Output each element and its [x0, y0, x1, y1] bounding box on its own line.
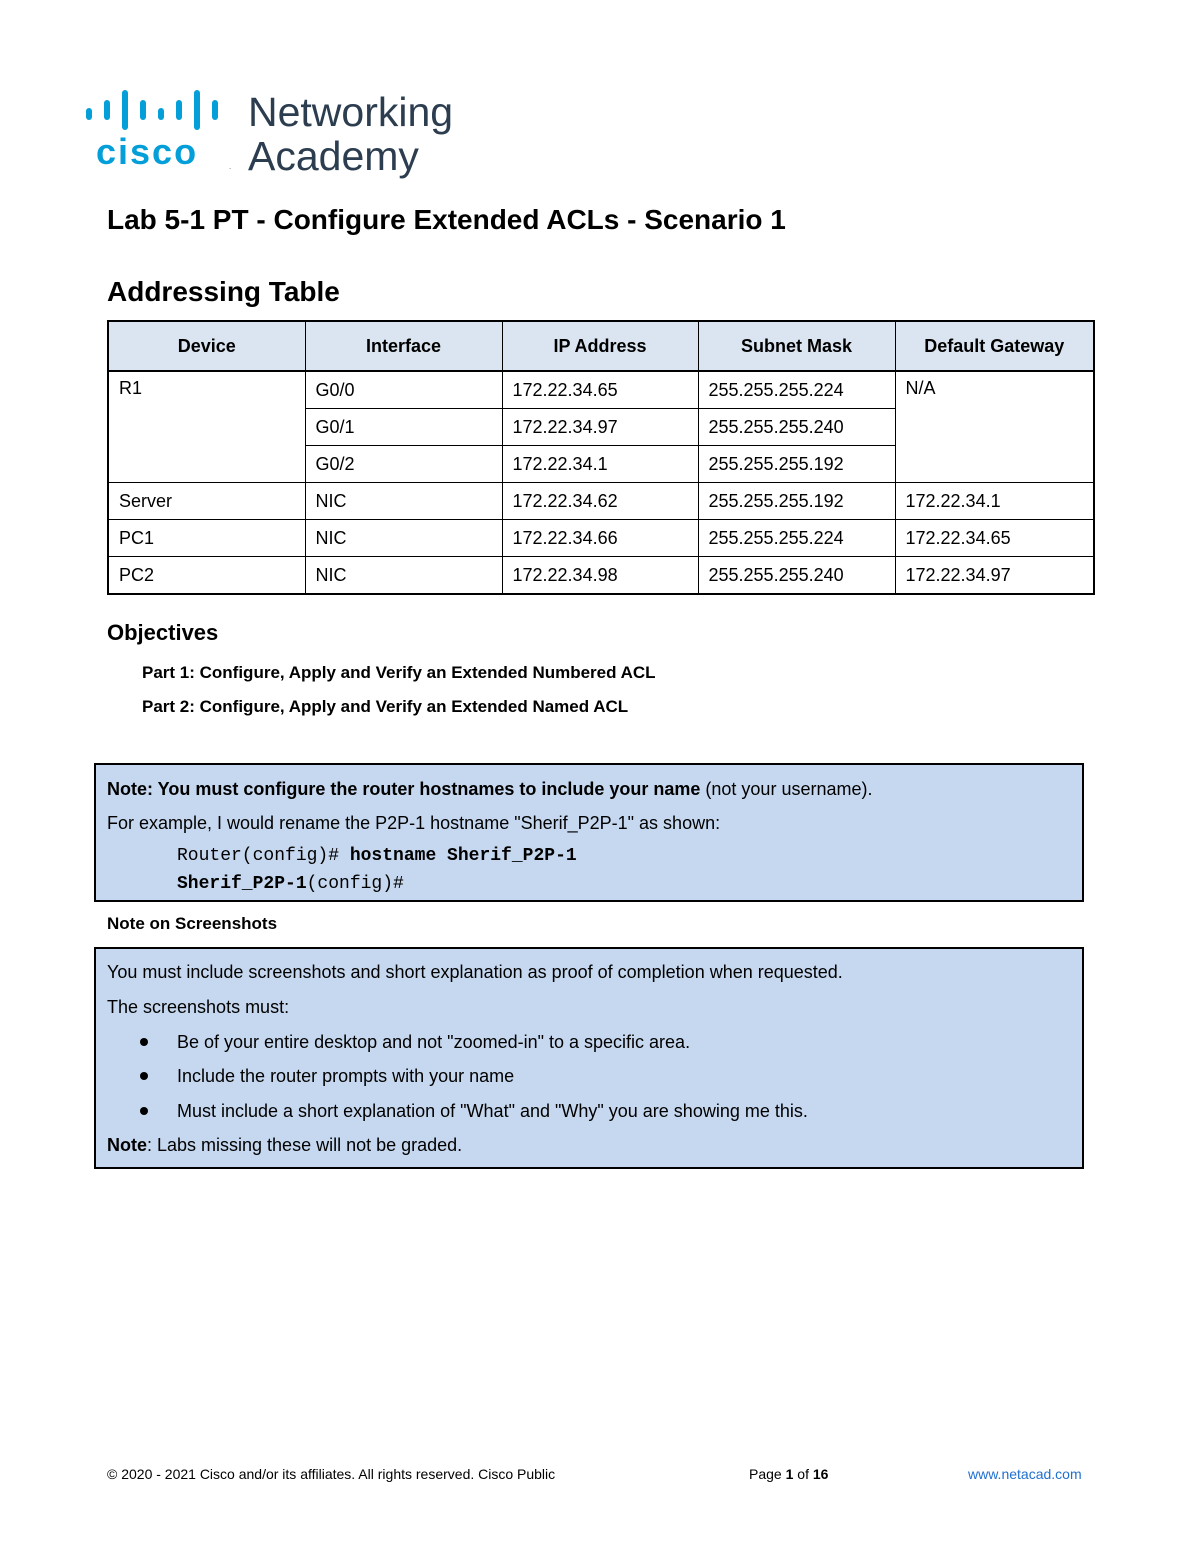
interface-cell: G0/0 [305, 371, 502, 409]
command-line-2 [177, 872, 404, 896]
bullet-icon [140, 1107, 148, 1115]
column-header: IP Address [502, 321, 698, 371]
bullet-icon [140, 1072, 148, 1080]
trademark-mark: . [229, 162, 232, 171]
logo-academy: Academy [248, 133, 419, 179]
cisco-bars-icon [84, 90, 229, 130]
ip-cell: 172.22.34.97 [502, 409, 698, 446]
note-rest: (not your username). [700, 779, 873, 799]
final-note-bold: Note [107, 1135, 147, 1155]
screenshots-line-2: The screenshots must: [107, 997, 290, 1017]
table-row [108, 557, 1094, 595]
screenshots-line-1: You must include screenshots and short explanation as proof of completion when requested. [107, 962, 843, 982]
page-total: 16 [812, 1466, 829, 1482]
mask-cell: 255.255.255.224 [698, 520, 895, 557]
interface-cell: G0/2 [305, 446, 502, 483]
table-row [108, 483, 1094, 520]
final-note-rest: : Labs missing these will not be graded. [147, 1135, 463, 1155]
device-cell: Server [108, 483, 305, 520]
cisco-wordmark: cisco [96, 131, 199, 172]
bullet-icon [140, 1038, 148, 1046]
addressing-table-heading: Addressing Table [107, 276, 340, 307]
mask-cell: 255.255.255.224 [698, 371, 895, 409]
table-header-row [108, 321, 1094, 371]
interface-cell: NIC [305, 557, 502, 595]
footer-copyright: © 2020 - 2021 Cisco and/or its affiliates. All rights reserved. Cisco Public [107, 1466, 556, 1482]
objective-part-1: Part 1: Configure, Apply and Verify an Extended Numbered ACL [142, 663, 656, 682]
footer-link[interactable]: www.netacad.com [968, 1466, 1082, 1482]
gateway-cell: N/A [895, 371, 1094, 483]
note-line [107, 777, 872, 801]
page-of: of [793, 1466, 813, 1482]
column-header: Interface [305, 321, 502, 371]
hostname-note-box [94, 763, 1084, 902]
device-cell: R1 [108, 371, 305, 483]
gateway-cell: 172.22.34.65 [895, 520, 1094, 557]
ip-cell: 172.22.34.1 [502, 446, 698, 483]
objective-part-2: Part 2: Configure, Apply and Verify an Extended Named ACL [142, 697, 629, 716]
cisco-networking-academy-logo [84, 86, 484, 178]
column-header: Default Gateway [895, 321, 1094, 371]
interface-cell: NIC [305, 520, 502, 557]
screenshots-final-note [107, 1133, 462, 1157]
note-example: For example, I would rename the P2P-1 hostname "Sherif_P2P-1" as shown: [107, 813, 721, 833]
document-title: Lab 5-1 PT - Configure Extended ACLs - Scenario 1 [107, 204, 786, 235]
page-prefix: Page [749, 1466, 786, 1482]
command-text: hostname Sherif_P2P-1 [339, 846, 577, 866]
interface-cell: NIC [305, 483, 502, 520]
command-prompt-suffix: (config)# [306, 874, 404, 894]
mask-cell: 255.255.255.192 [698, 446, 895, 483]
screenshots-bullet-1: Be of your entire desktop and not "zoomed-in" to a specific area. [177, 1032, 691, 1052]
command-prompt: Router(config)# [177, 846, 340, 866]
ip-cell: 172.22.34.98 [502, 557, 698, 595]
table-row [108, 520, 1094, 557]
device-cell: PC1 [108, 520, 305, 557]
device-cell: PC2 [108, 557, 305, 595]
note-bold-lead: Note: You must configure the router hostnames to include your name [107, 779, 701, 799]
screenshots-note-box [94, 947, 1084, 1169]
mask-cell: 255.255.255.240 [698, 557, 895, 595]
footer-page-number [749, 1464, 828, 1484]
interface-cell: G0/1 [305, 409, 502, 446]
page-current: 1 [785, 1466, 794, 1482]
gateway-cell: 172.22.34.97 [895, 557, 1094, 595]
gateway-cell: 172.22.34.1 [895, 483, 1094, 520]
addressing-table [107, 320, 1095, 595]
screenshots-heading: Note on Screenshots [107, 914, 278, 933]
objectives-heading: Objectives [107, 620, 219, 645]
command-line-1 [177, 844, 577, 868]
column-header: Subnet Mask [698, 321, 895, 371]
screenshots-bullet-3: Must include a short explanation of "What" and "Why" you are showing me this. [177, 1101, 808, 1121]
screenshots-bullet-2: Include the router prompts with your name [177, 1066, 515, 1086]
mask-cell: 255.255.255.240 [698, 409, 895, 446]
logo-networking: Networking [248, 89, 454, 135]
mask-cell: 255.255.255.192 [698, 483, 895, 520]
command-hostname: Sherif_P2P-1 [177, 874, 307, 894]
ip-cell: 172.22.34.66 [502, 520, 698, 557]
ip-cell: 172.22.34.62 [502, 483, 698, 520]
column-header: Device [108, 321, 305, 371]
ip-cell: 172.22.34.65 [502, 371, 698, 409]
table-row [108, 371, 1094, 409]
